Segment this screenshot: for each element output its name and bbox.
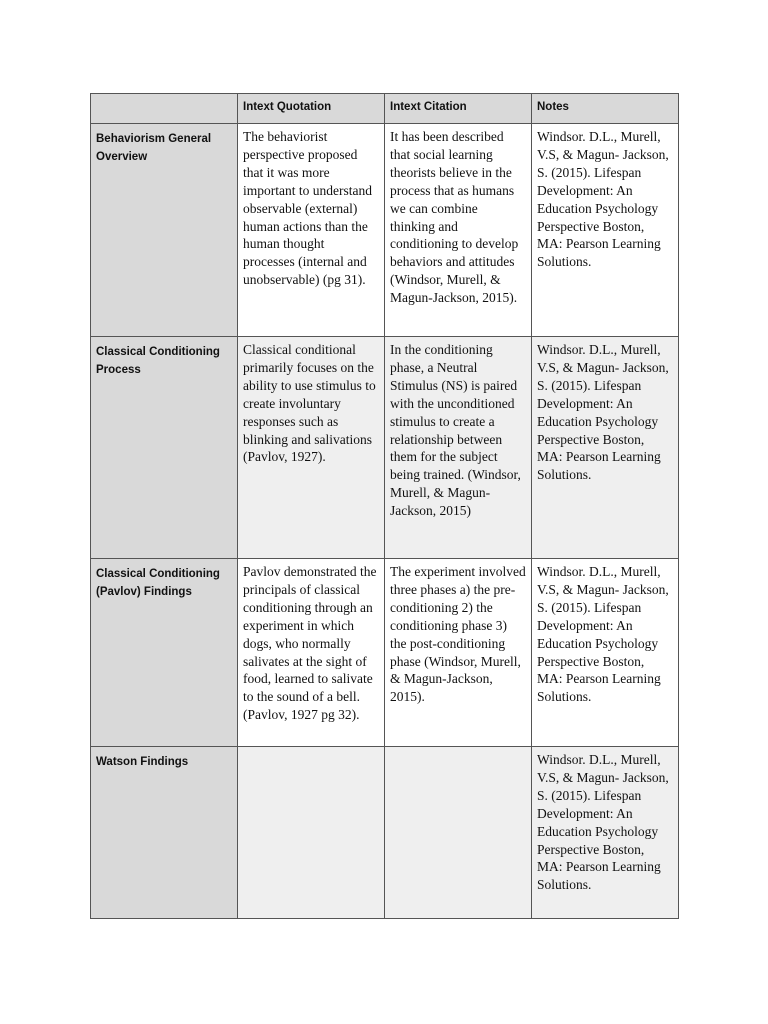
header-notes: Notes: [532, 94, 679, 124]
citation-cell: It has been described that social learning theorists believe in the process that as humans we can combine thinking and conditioning to develop behaviors and attitudes (Windsor, Murell, & Magun-Jackson, 2015).: [385, 124, 532, 337]
table-row: [91, 747, 679, 919]
quotation-cell: Pavlov demonstrated the principals of classical conditioning through an experiment in which dogs, who normally salivates at the sight of food, learned to salivate to the sound of a bell. (Pavlov, 1927 pg 32).: [238, 559, 385, 747]
row-label-pavlov-findings: Classical Conditioning (Pavlov) Findings: [91, 559, 238, 747]
header-corner-cell: [91, 94, 238, 124]
header-row: [91, 94, 679, 124]
table-header: [91, 94, 679, 124]
notes-cell: Windsor. D.L., Murell, V.S, & Magun- Jackson, S. (2015). Lifespan Development: An Education Psychology Perspective Boston, MA: Pearson Learning Solutions.: [532, 559, 679, 747]
citation-cell: [385, 747, 532, 919]
quotation-cell: Classical conditional primarily focuses on the ability to use stimulus to create involuntary responses such as blinking and salivations (Pavlov, 1927).: [238, 337, 385, 559]
research-notes-table: [90, 93, 679, 919]
table-body: [91, 124, 679, 919]
table-row: [91, 559, 679, 747]
notes-cell: Windsor. D.L., Murell, V.S, & Magun- Jackson, S. (2015). Lifespan Development: An Education Psychology Perspective Boston, MA: Pearson Learning Solutions.: [532, 337, 679, 559]
citation-cell: In the conditioning phase, a Neutral Stimulus (NS) is paired with the unconditioned stimulus to create a relationship between them for the subject being trained. (Windsor, Murell, & Magun-Jackson, 2015): [385, 337, 532, 559]
row-label-watson-findings: Watson Findings: [91, 747, 238, 919]
row-label-classical-process: Classical Conditioning Process: [91, 337, 238, 559]
citation-cell: The experiment involved three phases a) the pre-conditioning 2) the conditioning phase 3) the post-conditioning phase (Windsor, Murell, & Magun-Jackson, 2015).: [385, 559, 532, 747]
header-intext-citation: Intext Citation: [385, 94, 532, 124]
notes-cell: Windsor. D.L., Murell, V.S, & Magun- Jackson, S. (2015). Lifespan Development: An Education Psychology Perspective Boston, MA: Pearson Learning Solutions.: [532, 747, 679, 919]
quotation-cell: [238, 747, 385, 919]
table-row: [91, 124, 679, 337]
notes-cell: Windsor. D.L., Murell, V.S, & Magun- Jackson, S. (2015). Lifespan Development: An Education Psychology Perspective Boston, MA: Pearson Learning Solutions.: [532, 124, 679, 337]
table-row: [91, 337, 679, 559]
header-intext-quotation: Intext Quotation: [238, 94, 385, 124]
row-label-behaviorism: Behaviorism General Overview: [91, 124, 238, 337]
quotation-cell: The behaviorist perspective proposed that it was more important to understand observable (external) human actions than the human thought processes (internal and unobservable) (pg 31).: [238, 124, 385, 337]
